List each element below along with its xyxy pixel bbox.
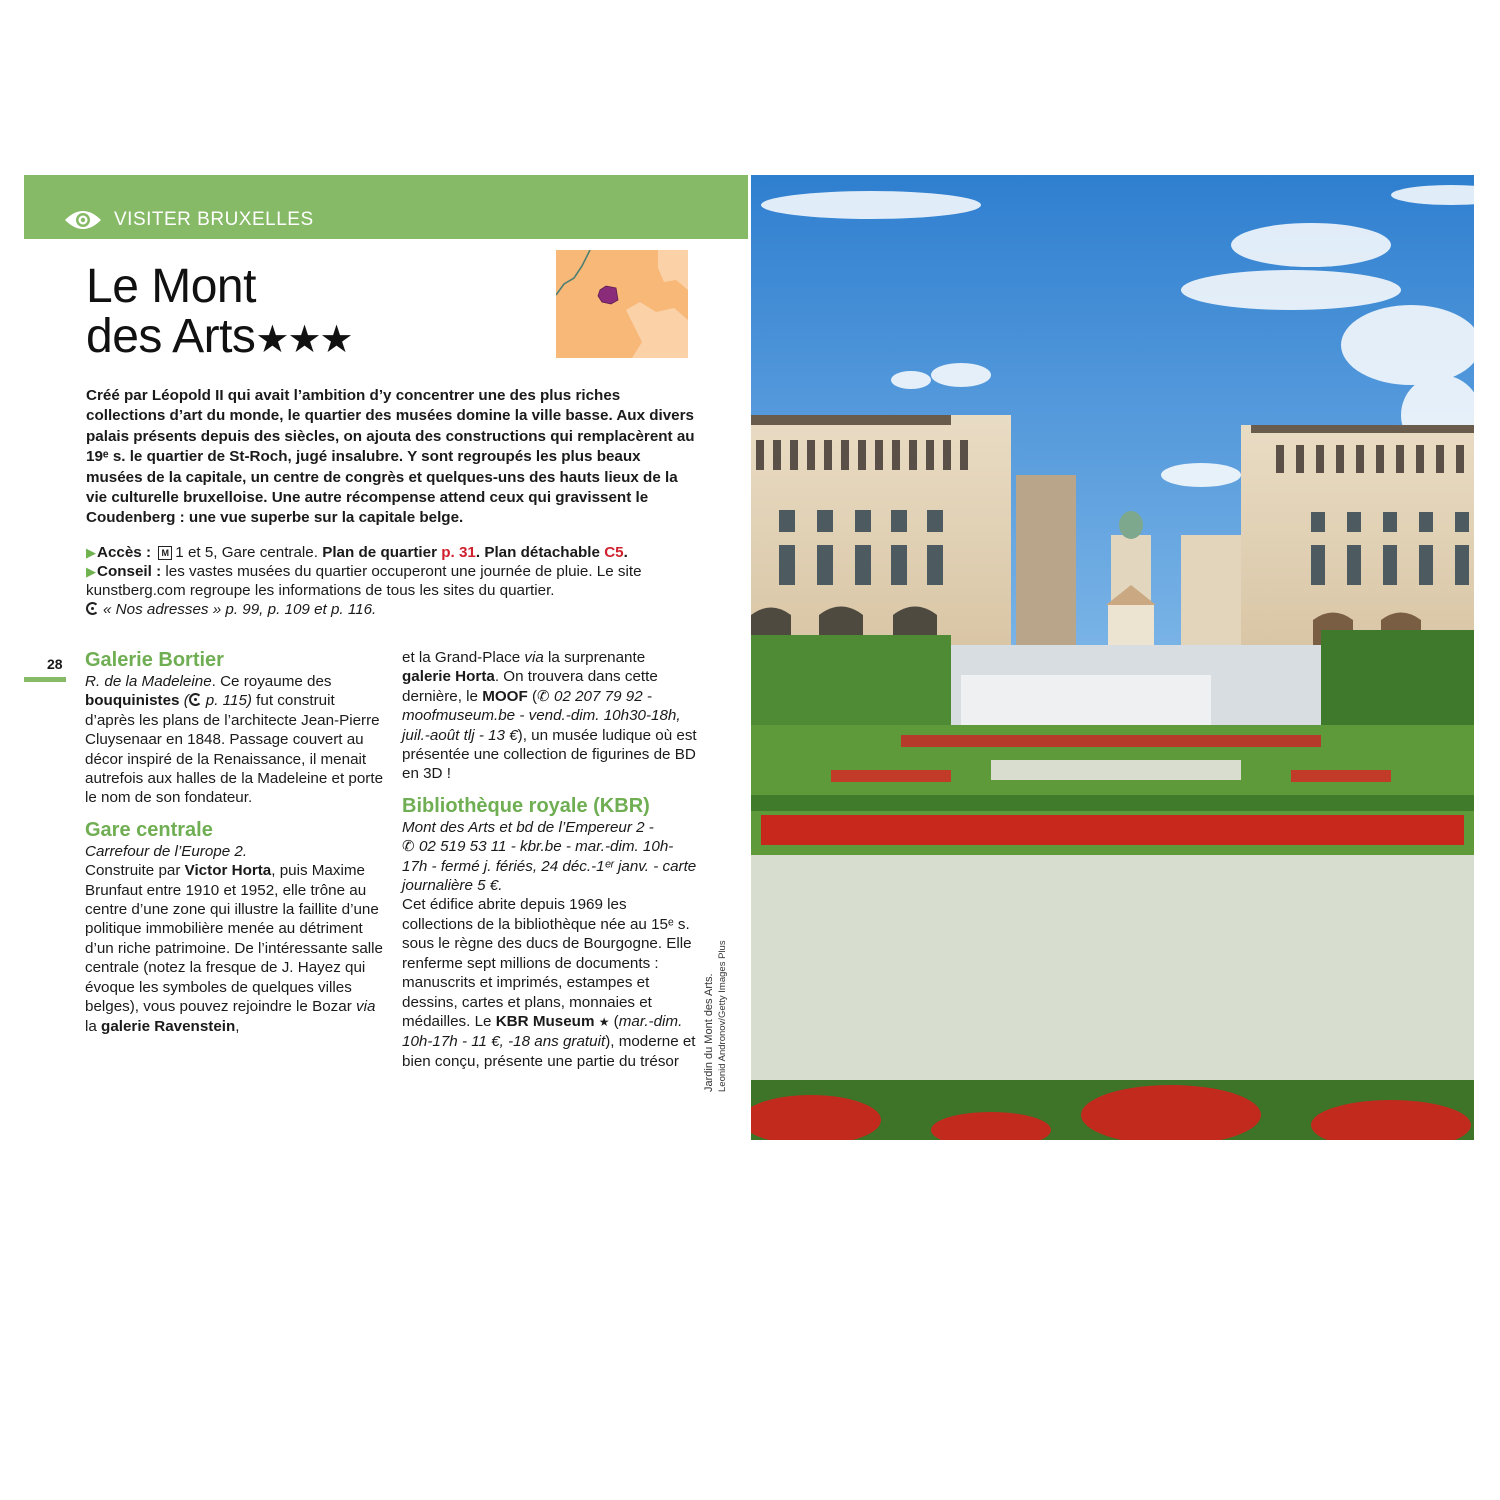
bortier-text: R. de la Madeleine. Ce royaume des bouquinistes ( p. 115) fut construit d’après les plans de l’architecte Jean-Pierre Cluysenaar en 1848. Passage couvert au décor inspiré de la Renaissance, il menait autrefois aux halles de la Madeleine et porte le nom de son fondateur. <box>85 673 384 807</box>
address-pointer-icon <box>189 693 202 706</box>
photo-caption: Jardin du Mont des Arts. Leonid Andronov/Getty Images Plus <box>703 940 728 1092</box>
heading-gare-centrale: Gare centrale <box>85 818 213 841</box>
practical-info <box>86 543 696 619</box>
address-pointer-icon <box>86 602 99 615</box>
gare-text-continued: et la Grand-Place via la surprenante galerie Horta. On trouvera dans cette dernière, le MOOF (✆ 02 207 79 92 - moofmuseum.be - vend.-dim. 10h30-18h, juil.-août tlj - 13 €), un musée ludique où est présentée une collection de figurines de BD en 3D ! <box>402 649 697 783</box>
plan-quartier-ref[interactable]: p. 31 <box>441 544 476 561</box>
gare-text: Carrefour de l’Europe 2. Construite par Victor Horta, puis Maxime Brunfaut entre 1910 et 1952, elle trône au centre d’une zone qui illustre la faillite d’une politique immobilière menée au détriment d’un riche patrimoine. De l’intéressante salle centrale (notez la fresque de J. Hayez qui évoque les symboles de quelques villes belges), vous pouvez rejoindre le Bozar via la galerie Ravenstein, <box>85 842 383 1035</box>
page-number-bar <box>24 677 66 682</box>
metro-icon: M <box>158 546 172 560</box>
kbr-text: Mont des Arts et bd de l’Empereur 2 - ✆ 02 519 53 11 - kbr.be - mar.-dim. 10h-17h - fermé j. fériés, 24 déc.-1ᵉʳ janv. - carte journalière 5 €. Cet édifice abrite depuis 1969 les collections de la bibliothèque née au 15ᵉ s. sous le règne des ducs de Bourgogne. Elle renferme sept millions de documents : manuscrits et imprimés, estampes et dessins, cartes et plans, monnaies et médailles. Le KBR Museum ★ (mar.-dim. 10h-17h - 11 €, -18 ans gratuit), moderne et bien conçu, présente une partie du trésor <box>402 818 697 1070</box>
section-header-band <box>24 175 748 239</box>
phone-icon: ✆ <box>402 838 419 856</box>
photo-credit: Leonid Andronov/Getty Images Plus <box>717 940 728 1092</box>
triangle-bullet-icon: ▶ <box>86 564 96 579</box>
triangle-bullet-icon: ▶ <box>86 545 96 560</box>
conseil-line: ▶Conseil : les vastes musées du quartier occuperont une journée de pluie. Le site kunstberg.com regroupe les informations de tous les sites du quartier. <box>86 563 642 599</box>
star-rating: ★★★ <box>255 319 352 361</box>
column-left <box>85 648 385 1036</box>
access-line: ▶Accès : M 1 et 5, Gare centrale. Plan de quartier p. 31. Plan détachable C5. <box>86 544 628 561</box>
heading-galerie-bortier: Galerie Bortier <box>85 649 224 671</box>
star-icon: ★ <box>598 1014 610 1029</box>
title-line-2: des Arts <box>86 310 256 363</box>
phone-icon: ✆ <box>537 687 554 705</box>
adresses-line: « Nos adresses » p. 99, p. 109 et p. 116. <box>86 600 696 619</box>
intro-paragraph: Créé par Léopold II qui avait l’ambition d’y concentrer une des plus riches collections d’art du monde, le quartier des musées domine la ville basse. Aux divers palais présents depuis des siècles, on ajouta des constructions qui remplacèrent au 19ᵉ s. le quartier de St-Roch, jugé insalubre. Y sont regroupés les plus beaux musées de la capitale, un centre de congrès et quelques-uns des hauts lieux de la vie culturelle bruxelloise. Une autre récompense attend ceux qui gravissent le Coudenberg : une vue superbe sur la capitale belge. <box>86 387 695 527</box>
plan-detachable-ref[interactable]: C5 <box>604 544 624 561</box>
photo-mont-des-arts-garden <box>751 175 1474 1140</box>
heading-bibliotheque-royale: Bibliothèque royale (KBR) <box>402 794 650 817</box>
title-line-1: Le Mont <box>86 260 256 313</box>
locator-map <box>556 250 688 358</box>
eye-icon <box>64 208 102 232</box>
page-number: 28 <box>47 656 63 672</box>
page-title <box>86 262 352 365</box>
section-label: VISITER BRUXELLES <box>114 209 314 230</box>
column-right <box>402 648 697 1071</box>
